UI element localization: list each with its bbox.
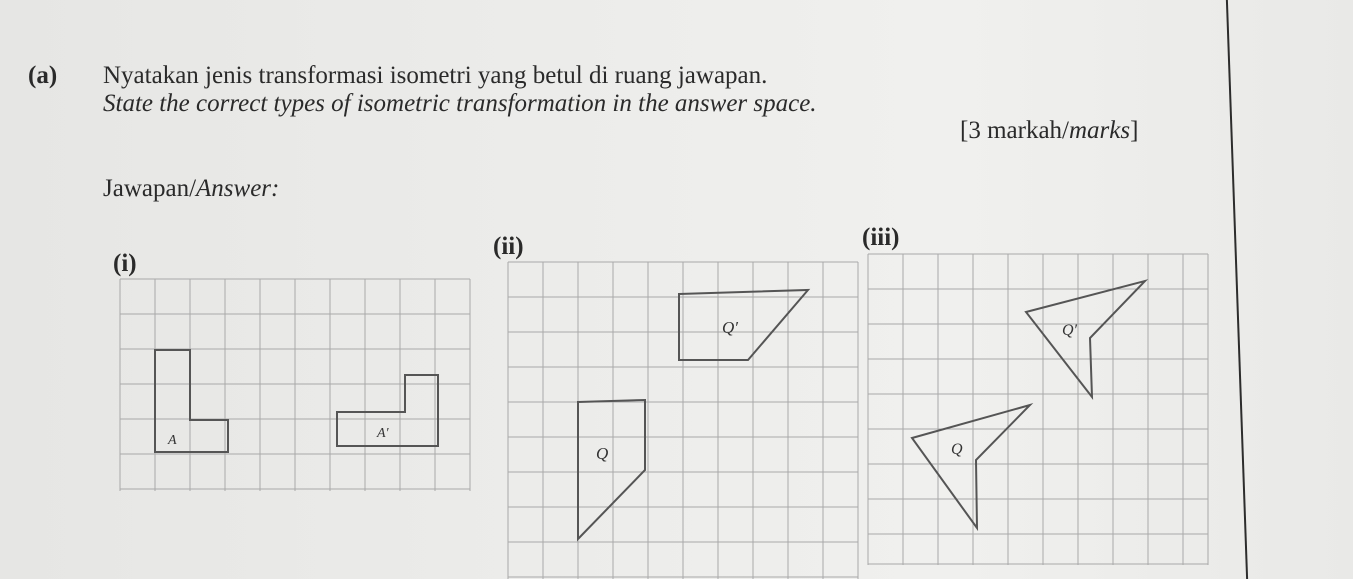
label-q-prime-ii: Q′ bbox=[722, 318, 738, 337]
shape-q-ii bbox=[578, 400, 645, 539]
part-i-label: (i) bbox=[113, 250, 137, 277]
grid-ii bbox=[508, 262, 858, 579]
grid-iii bbox=[868, 254, 1208, 565]
shape-q-prime-ii bbox=[679, 290, 808, 360]
label-q-iii: Q bbox=[951, 441, 963, 458]
label-q-prime-iii: Q′ bbox=[1062, 322, 1078, 339]
question-text-malay: Nyatakan jenis transformasi isometri yang betul di ruang jawapan. bbox=[103, 62, 768, 89]
answer-label: Jawapan/Answer: bbox=[103, 175, 280, 202]
label-a: A bbox=[168, 433, 177, 448]
shape-q-iii bbox=[912, 405, 1030, 528]
marks-indicator: [3 markah/marks] bbox=[960, 117, 1139, 144]
shape-q-prime-iii bbox=[1026, 281, 1145, 397]
question-text-english: State the correct types of isometric transformation in the answer space. bbox=[103, 90, 817, 117]
question-label: (a) bbox=[28, 62, 58, 89]
label-q-ii: Q bbox=[596, 444, 609, 463]
shape-a bbox=[155, 350, 228, 452]
part-ii-label: (ii) bbox=[493, 233, 524, 260]
label-a-prime: A′ bbox=[377, 426, 389, 441]
grid-i bbox=[120, 279, 470, 491]
part-iii-label: (iii) bbox=[862, 224, 900, 251]
